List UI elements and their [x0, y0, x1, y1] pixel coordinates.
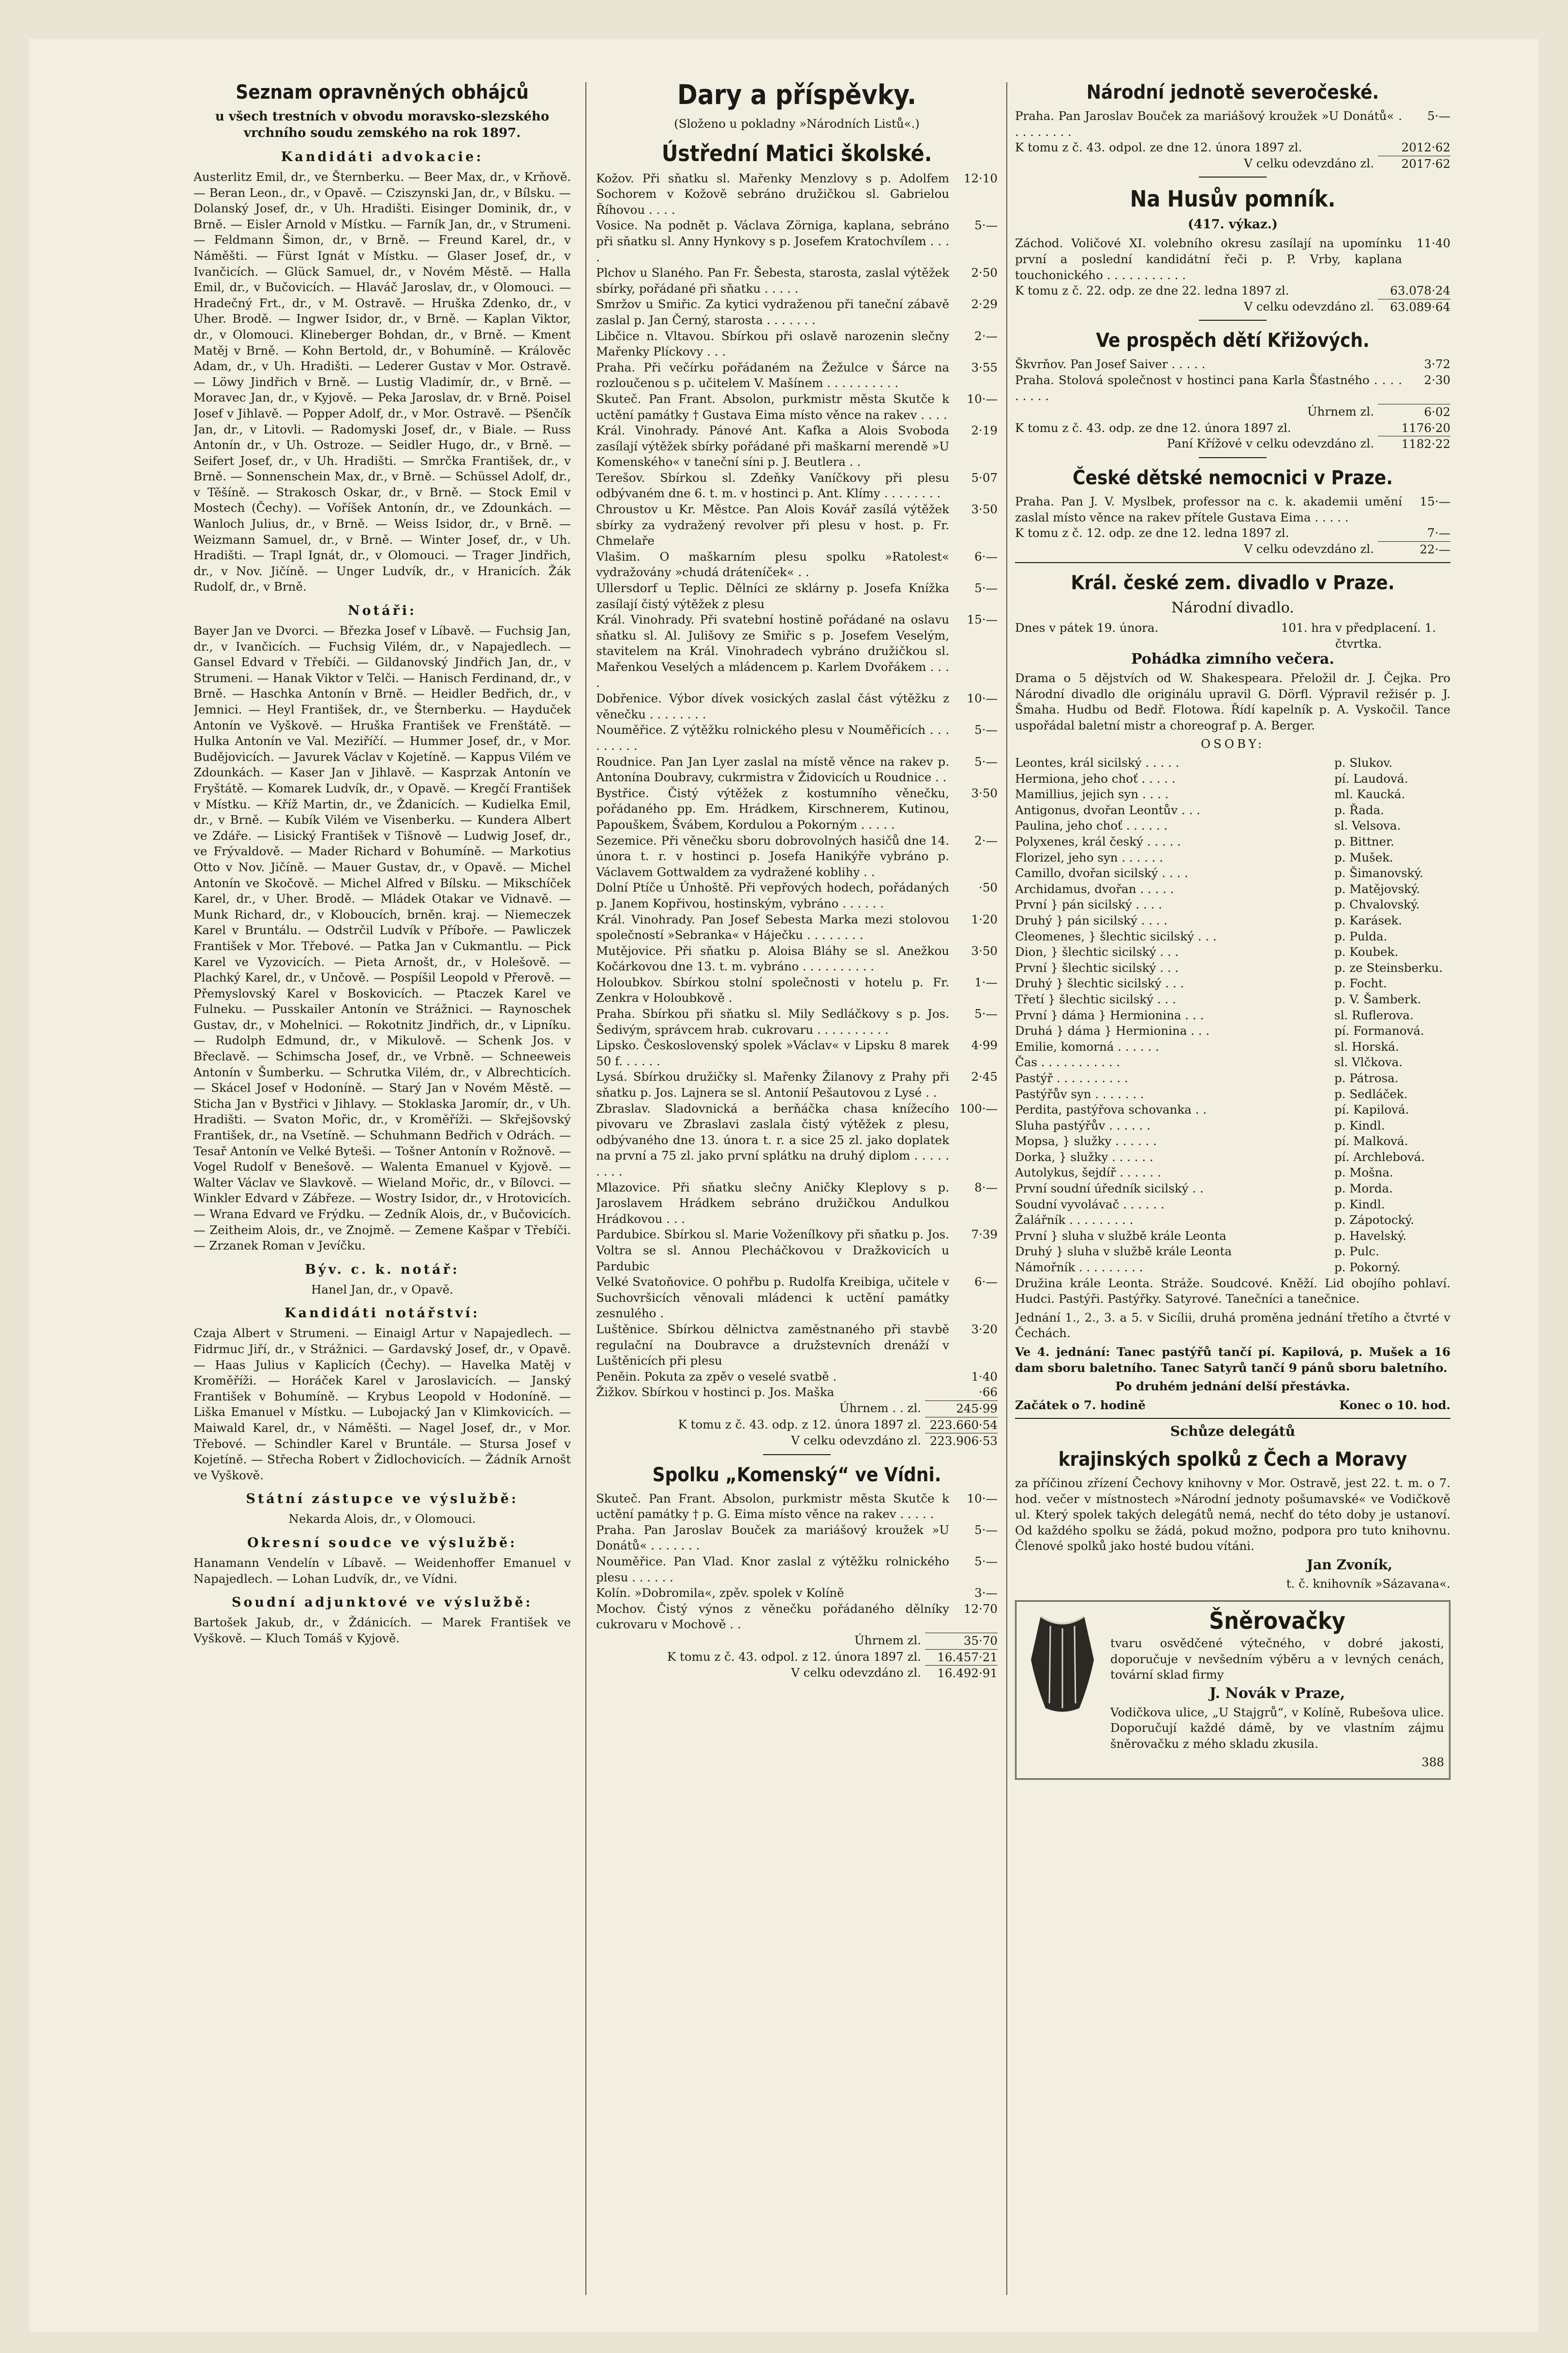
donation-entry: Nouměřice. Pan Vlad. Knor zaslal z výtěžku rolnického plesu . . . . . . 5·—: [596, 1554, 998, 1584]
donation-entry: K tomu z č. 43. odp. ze dne 12. února 1897 zl. 1176·20: [1015, 420, 1450, 435]
donation-entry: Luštěnice. Sbírkou dělnictva zaměstnaného při stavbě regulační na Doubravce a družstevních drenáží v Luštěnicích při plesu 3·20: [596, 1322, 998, 1368]
ad-title: Šněrovačky: [1209, 1608, 1345, 1635]
donation-entry: Praha. Pan Jaroslav Bouček za mariášový kroužek »U Donátů« . . . . . . . . . 5·—: [1015, 109, 1450, 139]
donation-entry: Nouměřice. Z výtěžku rolnického plesu v Nouměřicích . . . . . . . . . 5·—: [596, 723, 998, 753]
donation-entry: Libčice n. Vltavou. Sbírkou při oslavě narozenin slečny Mařenky Plíckovy . . . 2·—: [596, 328, 998, 359]
meeting-title: krajinských spolků z Čech a Moravy: [1058, 1448, 1407, 1471]
donation-list: [596, 171, 998, 1400]
signature: Jan Zvoník,: [1306, 1556, 1392, 1573]
donation-entry: Praha. Pan J. V. Myslbek, professor na c. k. akademii umění zaslal místo věnce na rakev přítele Gustava Eima . . . . . 15·—: [1015, 494, 1450, 524]
donation-entry: Král. Vinohrady. Při svatební hostině pořádané na oslavu sňatku sl. Al. Julišovy ze Smiřic s p. Josefem Veselým, stavitelem na Král. Vinohradech vybráno družičkou sl. Mařenkou Veselých a mládencem p. Karlem Dvořákem . . . . 15·—: [596, 612, 998, 690]
cast-row: Soudní vyvolávač . . . . . . p. Kindl.: [1015, 1197, 1385, 1211]
donation-entry: Lysá. Sbírkou družičky sl. Mařenky Žilanovy z Prahy při sňatku p. Jos. Lajnera se sl. Antonií Pešautovou z Lysé . . 2·45: [596, 1070, 998, 1100]
column-donations: [596, 73, 998, 2309]
donation-entry: Pardubice. Sbírkou sl. Marie Voženílkovy při sňatku p. Jos. Voltra se sl. Annou Plecháčkovou v Dražkovicích u Pardubic 7·39: [596, 1227, 998, 1273]
cast-row: Druhý } šlechtic sicilský . . . p. Focht.: [1015, 976, 1387, 991]
cast-row: Cleomenes, } šlechtic sicilský . . . p. Pulda.: [1015, 929, 1388, 943]
cast-row: Mamillius, jejich syn . . . . ml. Kaucká.: [1015, 787, 1405, 802]
sum-row: Úhrnem zl. 35·70: [596, 1633, 998, 1649]
donation-entry: Kolín. »Dobromila«, zpěv. spolek v Kolíně 3·—: [596, 1586, 998, 1600]
column-rule: [585, 82, 586, 2295]
donation-entry: Peněin. Pokuta za zpěv o veselé svatbě . 1·40: [596, 1369, 998, 1384]
donation-entry: Praha. Stolová společnost v hostinci pana Karla Šťastného . . . . . . . . . 2·30: [1015, 372, 1450, 403]
ad-body: tvaru osvědčené výtečného, v dobré jakosti, doporučuje v nevšedním výběru a v levných cenách, tovární sklad firmy: [1110, 1636, 1444, 1682]
theatre-name: Národní divadlo.: [1171, 599, 1294, 617]
column-rule: [1006, 82, 1007, 2295]
time-row: Začátek o 7. hodině Konec o 10. hod.: [1015, 1398, 1450, 1412]
donation-entry: Holoubkov. Sbírkou stolní společnosti v hotelu p. Fr. Zenkra v Holoubkově . 1·—: [596, 975, 998, 1005]
donation-entry: Mochov. Čistý výnos z věnečku pořádaného dělníky cukrovaru v Mochově . . 12·70: [596, 1601, 998, 1632]
cast-row: První soudní úředník sicilský . . p. Morda.: [1015, 1181, 1393, 1196]
play-title: Pohádka zimního večera.: [1131, 651, 1334, 668]
section-subtitle: (417. výkaz.): [1188, 217, 1278, 232]
cast-row: Pastýř . . . . . . . . . . p. Pátrosa.: [1015, 1071, 1399, 1085]
cast-row: První } sluha v službě krále Leonta p. Havelský.: [1015, 1228, 1407, 1243]
donation-entry: Roudnice. Pan Jan Lyer zaslal na místě věnce na rakev p. Antonína Doubravy, cukrmistra v Židovicích u Roudnice . . 5·—: [596, 754, 998, 785]
donation-entry: Sezemice. Při věnečku sboru dobrovolných hasičů dne 14. února t. r. v hostinci p. Josefa Hanikýře vybráno p. Václavem Gottwaldem za vydražené koblihy . . 2·—: [596, 833, 998, 879]
divider: [1199, 177, 1267, 178]
donation-entry: Chroustov u Kr. Městce. Pan Alois Kovář zasílá výtěžek sbírky za vydražený revolver při plesu v host. p. Fr. Chmelaře 3·50: [596, 502, 998, 548]
section-title: Národní jednotě severočeské.: [1086, 81, 1379, 104]
donation-entry: K tomu z č. 12. odp. ze dne 12. ledna 1897 zl. 7·—: [1015, 526, 1450, 540]
donation-list: [596, 1491, 998, 1633]
donation-entry: Dolní Ptíče u Únhoště. Při vepřových hodech, pořádaných p. Janem Kopřivou, hostinským, vybráno . . . . . . ·50: [596, 880, 998, 910]
donation-entry: Vlašim. O maškarním plesu spolku »Ratolest« vydražovány »chudá dráteníček« . . 6·—: [596, 549, 998, 580]
ad-firm: J. Novák v Praze,: [1209, 1684, 1345, 1702]
divider: [1199, 457, 1267, 458]
donation-entry: Vosice. Na podnět p. Václava Zörniga, kaplana, sebráno při sňatku sl. Anny Hynkovy s p. Josefem Kratochvílem . . . . 5·—: [596, 218, 998, 264]
cast-row: Leontes, král sicilský . . . . . p. Slukov.: [1015, 756, 1392, 770]
meeting-body: za příčinou zřízení Čechovy knihovny v Mor. Ostravě, jest 22. t. m. o 7. hod. večer v místnostech »Národní jednoty pošumavské« ve Vodičkově ul. Který spolek takých delegátů nemá, nechť do této doby je ustanoví. Od každého spolku se žádá, pokud možno, podpora pro tuto knihovnu. Členové spolků jako hosté budou vítáni.: [1015, 1475, 1450, 1553]
signature-title: t. č. knihovník »Sázavana«.: [1286, 1576, 1450, 1591]
divider: [1199, 320, 1267, 321]
corset-advertisement: [1015, 1600, 1450, 1780]
divider: [1015, 562, 1450, 563]
subsection-heading: Býv. c. k. notář:: [305, 1262, 460, 1277]
divider: [1015, 1418, 1450, 1419]
donation-entry: Praha. Při večírku pořádaném na Žežulce v Šárce na rozloučenou s p. učitelem V. Mašínem . . . . . . . . . . 3·55: [596, 360, 998, 390]
dance-note: Ve 4. jednání: Tanec pastýřů tančí pí. Kapilová, p. Mušek a 16 dam sboru baletního. Tanec Satyrů tančí 9 pánů sboru baletního.: [1015, 1345, 1450, 1375]
meeting-heading: Schůze delegátů: [1170, 1423, 1296, 1440]
judge-text: Hanamann Vendelín v Líbavě. — Weidenhoffer Emanuel v Napajedlech. — Lohan Ludvík, dr., ve Vídni.: [194, 1555, 571, 1586]
cast-row: Perdita, pastýřova schovanka . . pí. Kapilová.: [1015, 1102, 1409, 1117]
cast-row: Dion, } šlechtic sicilský . . . p. Koubek.: [1015, 945, 1399, 959]
cast-row: Emilie, komorná . . . . . . sl. Horská.: [1015, 1039, 1399, 1054]
cast-row: Florizel, jeho syn . . . . . . p. Mušek.: [1015, 850, 1393, 864]
donation-entry: Terešov. Sbírkou sl. Zdeňky Vaníčkovy při plesu odbývaném dne 6. t. m. v hostinci p. Ant. Klímy . . . . . . . . 5·07: [596, 470, 998, 501]
ad-address: Vodičkova ulice, „U Stajgrů“, v Kolíně, Rubešova ulice. Doporučují každé dámě, by ve vlastním zájmu šněrovačku z mého skladu zkusila.: [1110, 1705, 1444, 1751]
donation-entry: K tomu z č. 22. odp. ze dne 22. ledna 1897 zl. 63.078·24: [1015, 283, 1450, 298]
cast-row: Čas . . . . . . . . . . . sl. Vlčkova.: [1015, 1055, 1403, 1070]
sum-row: K tomu z č. 43. odp. z 12. února 1897 zl. 223.660·54: [596, 1417, 998, 1433]
acts-note: Jednání 1., 2., 3. a 5. v Sicílii, druhá proměna jednání třetího a čtvrté v Čechách.: [1015, 1310, 1450, 1340]
subsection-heading: Notáři:: [347, 603, 417, 619]
notary-candidates-list: Czaja Albert v Strumeni. — Einaigl Artur v Napajedlech. — Fidrmuc Jiří, dr., v Strážnici. — Gardavský Josef, dr., v Opavě. — Haas Julius v Kaplicích (Čechy). — Havelka Matěj v Kroměříži. — Horáček Karel v Jaroslavicích. — Janský František v Bohumíně. — Krybus Leopold v Hodoníně. — Liška Emanuel v Místku. — Lubojacký Jan v Klimkovicích. — Maiwald Karel, dr., v Náměšti. — Nagel Josef, dr., v Mor. Třebové. — Schindler Karel v Bruntále. — Stursa Josef v Kojetíně. — Střecha Robert v Židlochovicích. — Žádník Arnošt ve Vyškově.: [194, 1326, 571, 1482]
notaries-list: Bayer Jan ve Dvorci. — Březka Josef v Líbavě. — Fuchsig Jan, dr., v Ivančicích. — Fuchsig Vilém, dr., v Napajedlech. — Gansel Edvard v Třebíči. — Gildanovský Jindřich Jan, dr., v Strumeni. — Hanak Viktor v Telči. — Hanisch Ferdinand, dr., v Brně. — Haschka Antonín v Brně. — Heidler Bedřich, dr., v Jemnici. — Heyl František, dr., ve Šternberku. — Hayduček Antonín ve Vyškově. — Hruška František ve Frenštátě. — Hulka Antonín ve Val. Meziříčí. — Hummer Josef, dr., v Mor. Budějovicích. — Javurek Václav v Kojetíně. — Kappus Vilém ve Zdounkách. — Kaser Jan v Jihlavě. — Kasprzak Antonín ve Fryštátě. — Komarek Ludvík, dr., v Opavě. — Kregčí František v Místku. — Kříž Martin, dr., ve Ždanicích. — Kudielka Emil, dr., v Brně. — Kubík Vilém ve Visenberku. — Kundera Albert ve Zdáře. — Lisický František v Tišnově — Ludwig Josef, dr., ve Frývaldově. — Mader Richard v Bohumíně. — Markotius Otto v Nov. Jičíně. — Mauer Gustav, dr., v Opavě. — Michel Antonín ve Skočově. — Michel Alfred v Bílsku. — Mikschíček Karel, dr., v Uher. Brodě. — Mládek Otakar ve Vidnavě. — Munk Richard, dr., v Kloboucích, brněn. kraj. — Niemeczek Karel v Bruntálu. — Odstrčil Ludvík v Příboře. — Pawliczek František v Mor. Třebové. — Patka Jan v Cukmantlu. — Pick Karel ve Vyzovicích. — Pieta Arnošt, dr., v Holešově. — Plachký Karel, dr., v Unčově. — Pospíšil Leopold v Přerově. — Přemyslovský Karel v Boskovicích. — Ptaczek Karel ve Fulneku. — Pusskailer Antonín ve Strážnici. — Raynoschek Gustav, dr., v Mohelnici. — Rokotnitz Jindřich, dr., v Lipníku. — Rudolph Edmund, dr., v Mikulově. — Schenk Jos. v Břeclavě. — Schimscha Josef, dr., ve Vrbně. — Schneeweis Antonín v Šumberku. — Schrutka Vilém, dr., v Albrechticích. — Skácel Josef v Hodoníně. — Starý Jan v Novém Městě. — Sticha Jan v Bystřici v Jihlavy. — Stoklaska Jaromír, dr., v Uh. Hradišti. — Svaton Mořic, dr., v Kroměříži. — Skřejšovský František, dr., na Vsetíně. — Schuhmann Bedřich v Odrách. — Tesař Antonín ve Velké Byteši. — Tošner Antonín v Rožnově. — Vogel Rudolf v Benešově. — Walenta Emanuel v Kyjově. — Walter Václav ve Slavkově. — Wieland Mořic, dr., v Bílovci. — Winkler Edvard v Zábřeze. — Wostry Isidor, dr., v Hrotovicích. — Wrana Edvard ve Frýdku. — Zedník Alois, dr., v Bučovicích. — Zeitheim Alois, dr., ve Znojmě. — Zemene Kašpar v Třebíči. — Zrzanek Roman v Jevíčku.: [194, 624, 571, 1253]
sum-row: V celku odevzdáno zl. 22·—: [1015, 541, 1450, 558]
cast-row: Námořník . . . . . . . . . p. Pokorný.: [1015, 1260, 1401, 1275]
cast-row: Druhá } dáma } Hermionina . . . pí. Formanová.: [1015, 1024, 1424, 1038]
sum-row: K tomu z č. 43. odpol. z 12. února 1897 zl. 16.457·21: [596, 1649, 998, 1666]
section-title: Seznam opravněných obhájců: [236, 81, 529, 104]
sum-row: Úhrnem . . zl. 245·99: [596, 1400, 998, 1417]
corset-illustration: [1021, 1607, 1104, 1718]
donation-entry: Skuteč. Pan Frant. Absolon, purkmistr města Skutče k uctění památky † Gustava Eima místo věnce na rakev . . . . 10·—: [596, 391, 998, 422]
cast-row: Dorka, } služky . . . . . . pí. Archlebová.: [1015, 1149, 1425, 1164]
cast-row: Archidamus, dvořan . . . . . p. Matějovský.: [1015, 881, 1420, 896]
donation-entry: Skuteč. Pan Frant. Absolon, purkmistr města Skutče k uctění památky † p. G. Eima místo věnce na rakev . . . . . 10·—: [596, 1491, 998, 1521]
section-note: (Složeno u pokladny »Národních Listů«.): [674, 117, 920, 131]
cast-row: Autolykus, šejdíř . . . . . . p. Mošna.: [1015, 1165, 1393, 1180]
section-title: Dary a příspěvky.: [677, 79, 917, 111]
donation-entry: Praha. Pan Jaroslav Bouček za mariášový kroužek »U Donátů« . . . . . . . 5·—: [596, 1522, 998, 1553]
cast-footer: Družina krále Leonta. Stráže. Soudcové. Kněží. Lid obojího pohlaví. Hudci. Pastýři. Pastýřky. Satyrové. Tanečníci a tanečnice.: [1015, 1276, 1450, 1306]
cast-row: První } pán sicilský . . . . p. Chvalovský.: [1015, 897, 1420, 912]
donation-entry: Záchod. Voličové XI. volebního okresu zasílají na upomínku první a poslední kandidátní řeči p. P. Vrby, kaplana touchonického . . . . . . . . . . . 11·40: [1015, 236, 1450, 282]
former-notary: Hanel Jan, dr., v Opavě.: [311, 1282, 453, 1296]
cast-row: Camillo, dvořan sicilský . . . . p. Šimanovský.: [1015, 866, 1423, 880]
cast-row: Pastýřův syn . . . . . . . p. Sedláček.: [1015, 1087, 1408, 1101]
sum-row: Paní Křížové v celku odevzdáno zl. 1182·22: [1015, 436, 1450, 452]
donation-entry: Ullersdorf u Teplic. Dělníci ze sklárny p. Josefa Knížka zasílají čistý výtěžek z plesu 5·—: [596, 581, 998, 611]
cast-row: Sluha pastýřův . . . . . . p. Kindl.: [1015, 1118, 1385, 1132]
cast-row: Mopsa, } služky . . . . . . pí. Malková.: [1015, 1134, 1408, 1148]
subsection-heading: Kandidáti advokacie:: [281, 149, 484, 164]
donation-entry: K tomu z č. 43. odpol. ze dne 12. února 1897 zl. 2012·62: [1015, 140, 1450, 155]
column-misc: [1015, 73, 1450, 2309]
cast-row: Druhý } pán sicilský . . . . p. Karásek.: [1015, 913, 1403, 927]
donation-entry: Mlazovice. Při sňatku slečny Aničky Kleplovy s p. Jaroslavem Hrádkem sebráno družičkou Andulkou Hrádkovou . . . 8·—: [596, 1180, 998, 1226]
donation-entry: Kožov. Při sňatku sl. Mařenky Menzlovy s p. Adolfem Sochorem v Kožově sebráno družičkou sl. Gabrielou Říhovou . . . . 12·10: [596, 171, 998, 217]
section-title: Spolku „Komenský“ ve Vídni.: [652, 1463, 941, 1486]
subsection-heading: Kandidáti notářství:: [284, 1306, 480, 1321]
donation-entry: Král. Vinohrady. Pánové Ant. Kafka a Alois Svoboda zasílají výtěžek sbírky pořádané při maškarní merendě »U Komenského« v taneční síni p. J. Beutlera . . 2·19: [596, 423, 998, 469]
attorney-text: Nekarda Alois, dr., v Olomouci.: [288, 1512, 476, 1526]
subsection-heading: Státní zástupce ve výslužbě:: [246, 1491, 519, 1507]
cast-row: Polyxenes, král český . . . . . p. Bittner.: [1015, 834, 1394, 849]
cast-list: [1015, 755, 1450, 1276]
donation-entry: Škvrňov. Pan Josef Saiver . . . . . 3·72: [1015, 357, 1450, 372]
cast-row: První } šlechtic sicilský . . . p. ze Steinsberku.: [1015, 960, 1443, 975]
section-title: Ústřední Matici školské.: [661, 140, 932, 166]
donation-entry: Praha. Sbírkou při sňatku sl. Mily Sedláčkovy s p. Jos. Šedivým, správcem hrab. cukrovaru . . . . . . . . . . 5·—: [596, 1007, 998, 1037]
cast-row: Paulina, jeho choť . . . . . . sl. Velsova.: [1015, 819, 1401, 833]
column-lawyers: [194, 73, 571, 2309]
subsection-heading: Soudní adjunktové ve výslužbě:: [231, 1595, 533, 1610]
cast-row: Antigonus, dvořan Leontův . . . p. Řada.: [1015, 803, 1384, 817]
sum-row: V celku odevzdáno zl. 2017·62: [1015, 156, 1450, 172]
sum-row: V celku odevzdáno zl. 223.906·53: [596, 1433, 998, 1449]
donation-entry: Bystřice. Čistý výtěžek z kostumního věnečku, pořádaného pp. Em. Hrádkem, Kirschnerem, Kutinou, Papouškem, Švábem, Kordulou a Pokorným . . . . . 3·50: [596, 786, 998, 832]
candidates-list: Austerlitz Emil, dr., ve Šternberku. — Beer Max, dr., v Krňově. — Beran Leon., dr., v Opavě. — Cziszynski Jan, dr., v Bílsku. — Dolanský Josef, dr., v Uh. Hradišti. Eisinger Dominik, dr., v Brně. — Eisler Arnold v Místku. — Farník Jan, dr., v Strumeni. — Feldmann Šimon, dr., v Brně. — Freund Karel, dr., v Náměšti. — Fürst Ignát v Místku. — Glaser Josef, dr., v Ivančicích. — Glück Samuel, dr., v Novém Městě. — Halla Emil, dr., v Bučovicích. — Hlaváč Jaroslav, dr., v Olomouci. — Hradečný Frt., dr., v M. Ostravě. — Hruška Zdenko, dr., v Uher. Brodě. — Ingwer Isidor, dr., v Brně. — Kaplan Viktor, dr., v Olomouci. Klineberger Bohdan, dr., v Brně. — Kment Matěj v Brně. — Kohn Bertold, dr., v Bohumíně. — Králověc Adam, dr., v Uh. Hradišti. — Lederer Gustav v Mor. Ostravě. — Löwy Jindřich v Brně. — Lustig Vladimír, dr., v Brně. — Moravec Jan, dr., v Kyjově. — Peka Jaroslav, dr. v Brně. Poisel Josef v Jihlavě. — Popper Adolf, dr., v Mor. Ostravě. — Pšenčík Jan, dr., v Litovli. — Radomyski Josef, dr., v Biale. — Russ Antonín dr., v Uh. Ostroze. — Seidler Hugo, dr., v Brně. — Seifert Josef, dr., v Uh. Hradišti. — Smrčka František, dr., v Brně. — Sonnenschein Max, dr., v Brně. — Schüssel Adolf, dr., v Těšíně. — Strakosch Oskar, dr., v Brně. — Stock Emil v Mostech (Čechy). — Voříšek Antonín, dr., ve Zdounkách. — Wanloch Julius, dr., v Brně. — Weiss Isidor, dr., v Brně. — Weizmann Samuel, dr., v Brně. — Winter Josef, dr., v Uh. Hradišti. — Trapl Ignát, dr., v Olomouci. — Trager Jindřich, dr., v Nov. Jičíně. — Unger Ludvík, dr., v Hranicích. Žák Rudolf, dr., v Brně.: [194, 170, 571, 594]
cast-row: První } dáma } Hermionina . . . sl. Ruflerova.: [1015, 1008, 1414, 1022]
donation-entry: Král. Vinohrady. Pan Josef Sebesta Marka mezi stolovou společností »Sebranka« v Háječku . . . . . . . . 1·20: [596, 912, 998, 942]
divider: [763, 1454, 831, 1455]
sum-row: V celku odevzdáno zl. 16.492·91: [596, 1665, 998, 1682]
donation-entry: Dobřenice. Výbor dívek vosických zaslal část výtěžku z věnečku . . . . . . . . 10·—: [596, 691, 998, 721]
donation-entry: Velké Svatoňovice. O pohřbu p. Rudolfa Kreibiga, učitele v Suchovršicích věnovali mládenci k uctění památky zesnulého . 6·—: [596, 1275, 998, 1321]
section-title: České dětské nemocnici v Praze.: [1073, 466, 1393, 489]
ad-number: 388: [1421, 1755, 1444, 1770]
donation-entry: Plchov u Slaného. Pan Fr. Šebesta, starosta, zaslal výtěžek sbírky, pořádané při sňatku . . . . . 2·50: [596, 266, 998, 296]
cast-row: Druhý } sluha v službě krále Leonta p. Pulc.: [1015, 1244, 1379, 1259]
donation-entry: Smržov u Smiřic. Za kytici vydraženou při taneční zábavě zaslal p. Jan Černý, starosta . . . . . . . 2·29: [596, 297, 998, 327]
cast-row: Žalářník . . . . . . . . . p. Zápotocký.: [1015, 1213, 1414, 1227]
donation-entry: Mutějovice. Při sňatku p. Aloisa Bláhy se sl. Anežkou Kočárkovou dne 13. t. m. vybráno . . . . . . . . . . 3·50: [596, 943, 998, 974]
adjunct-text: Bartošek Jakub, dr., v Ždánicích. — Marek František ve Vyškově. — Kluch Tomáš v Kyjově.: [194, 1615, 571, 1645]
donation-entry: Zbraslav. Sladovnická a berňáčka chasa knížecího pivovaru ve Zbraslavi zaslala čistý výtěžek z plesu, odbývaného dne 13. února t. r. a sice 25 zl. jako doplatek na první a 75 zl. jako první splátku na druhý diplom . . . . . . . . . 100·—: [596, 1101, 998, 1178]
section-title: Na Husův pomník.: [1130, 186, 1336, 212]
cast-heading: OSOBY:: [1201, 737, 1265, 751]
pause-note: Po druhém jednání delší přestávka.: [1115, 1379, 1350, 1394]
sum-row: Úhrnem zl. 6·02: [1015, 404, 1450, 420]
donation-entry: Lipsko. Československý spolek »Václav« v Lipsku 8 marek 50 f. . . . . . 4·99: [596, 1038, 998, 1068]
sum-row: V celku odevzdáno zl. 63.089·64: [1015, 299, 1450, 315]
section-subtitle: u všech trestních v obvodu moravsko-slezského vrchního soudu zemského na rok 1897.: [215, 109, 550, 140]
section-title: Ve prospěch dětí Křižových.: [1096, 329, 1370, 352]
performance-info: Dnes v pátek 19. února. 101. hra v předplacení. 1. čtvrtka.: [1015, 621, 1436, 651]
section-title: Král. české zem. divadlo v Praze.: [1071, 572, 1395, 595]
donation-entry: Žižkov. Sbírkou v hostinci p. Jos. Maška ·66: [596, 1385, 998, 1400]
cast-row: Hermiona, jeho choť . . . . . pí. Laudová.: [1015, 771, 1408, 786]
cast-row: Třetí } šlechtic sicilský . . . p. V. Šamberk.: [1015, 992, 1421, 1006]
play-description: Drama o 5 dějstvích od W. Shakespeara. Přeložil dr. J. Čejka. Pro Národní divadlo dle originálu upravil G. Dörfl. Výpravil režisér p. J. Šmaha. Hudbu od Bedř. Flotowa. Řídí kapelník p. A. Vyskočil. Tance uspořádal baletní mistr a choreograf p. A. Berger.: [1015, 671, 1450, 732]
subsection-heading: Okresní soudce ve výslužbě:: [247, 1535, 517, 1550]
